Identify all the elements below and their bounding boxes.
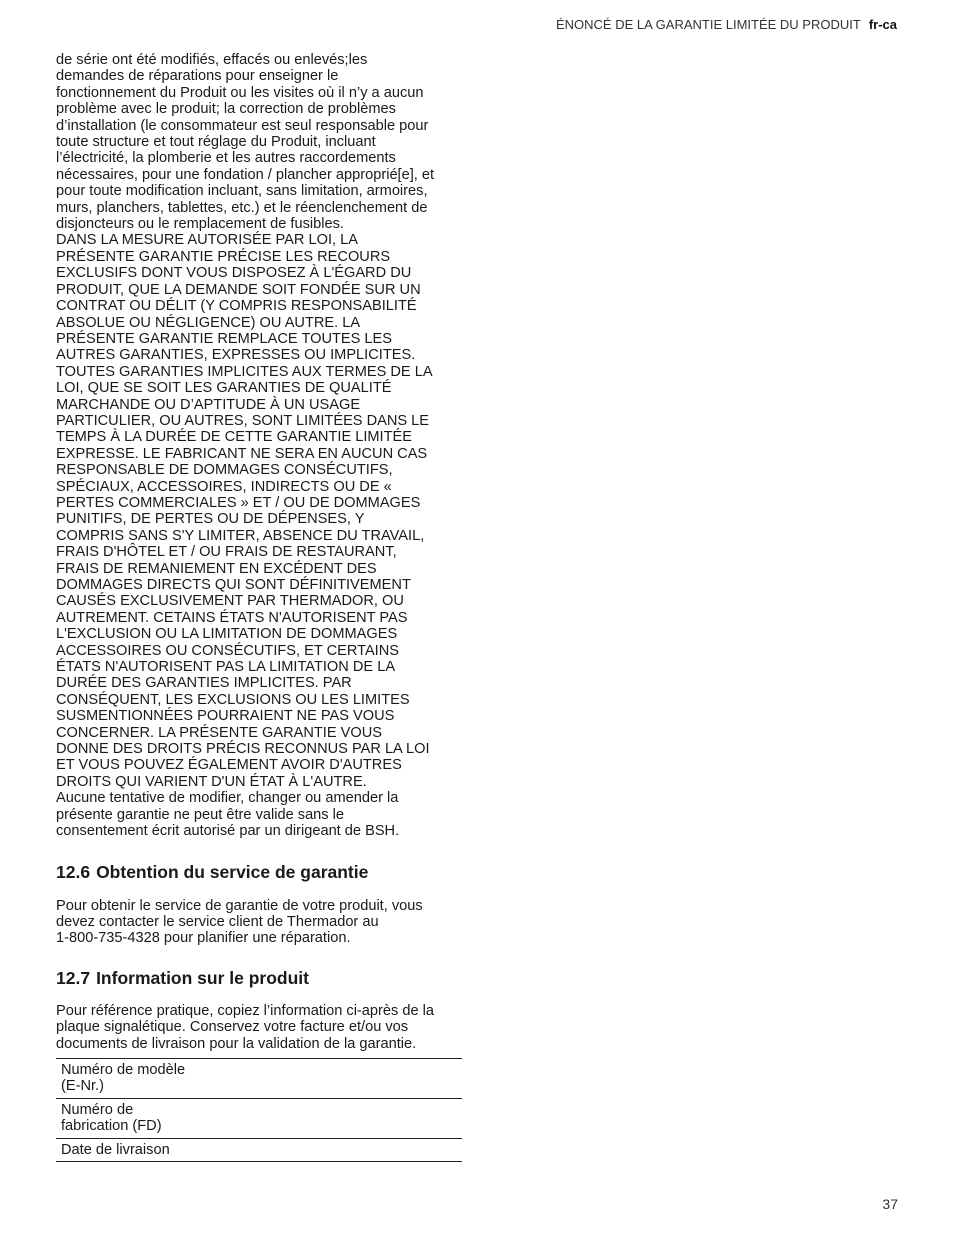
paragraph-amendment: Aucune tentative de modifier, changer ou amender la présente garantie ne peut être valide sans le consentement écrit autorisé par un dirigeant de BSH.	[56, 790, 400, 840]
section-heading-12-7	[56, 967, 466, 989]
paragraph-limitation-capitals: DANS LA MESURE AUTORISÉE PAR LOI, LA PRÉSENTE GARANTIE PRÉCISE LES RECOURS EXCLUSIFS DONT VOUS DISPOSEZ À L'ÉGARD DU PRODUIT, QUE LA DEMANDE SOIT FONDÉE SUR UN CONTRAT OU DÉLIT (Y COMPRIS RESPONSABILITÉ ABSOLUE OU NÉGLIGENCE) OU AUTRE. LA PRÉSENTE GARANTIE REMPLACE TOUTES LES AUTRES GARANTIES, EXPRESSES OU IMPLICITES. TOUTES GARANTIES IMPLICITES AUX TERMES DE LA LOI, QUE SE SOIT LES GARANTIES DE QUALITÉ MARCHANDE OU D’APTITUDE À UN USAGE PARTICULIER, OU AUTRES, SONT LIMITÉES DANS LE TEMPS À LA DURÉE DE CETTE GARANTIE LIMITÉE EXPRESSE. LE FABRICANT NE SERA EN AUCUN CAS RESPONSABLE DE DOMMAGES CONSÉCUTIFS, SPÉCIAUX, ACCESSOIRES, INDIRECTS OU DE « PERTES COMMERCIALES » ET / OU DE DOMMAGES PUNITIFS, DE PERTES OU DE DÉPENSES, Y COMPRIS SANS S'Y LIMITER, ABSENCE DU TRAVAIL, FRAIS D'HÔTEL ET / OU FRAIS DE RESTAURANT, FRAIS DE REMANIEMENT EN EXCÉDENT DES DOMMAGES DIRECTS QUI SONT DÉFINITIVEMENT CAUSÉS EXCLUSIVEMENT PAR THERMADOR, OU AUTREMENT. CETAINS ÉTATS N'AUTORISENT PAS L'EXCLUSION OU LA LIMITATION DE DOMMAGES ACCESSOIRES OU CONSÉCUTIFS, ET CERTAINS ÉTATS N'AUTORISENT PAS LA LIMITATION DE LA DURÉE DES GARANTIES IMPLICITES. PAR CONSÉQUENT, LES EXCLUSIONS OU LES LIMITES SUSMENTIONNÉES POURRAIENT NE PAS VOUS CONCERNER. LA PRÉSENTE GARANTIE VOUS DONNE DES DROITS PRÉCIS RECONNUS PAR LA LOI ET VOUS POUVEZ ÉGALEMENT AVOIR D'AUTRES DROITS QUI VARIENT D'UN ÉTAT À L'AUTRE.	[56, 232, 433, 790]
table-cell-label: Date de livraison	[56, 1138, 213, 1161]
section-number: 12.6	[56, 861, 91, 882]
table-cell-label: Numéro de fabrication (FD)	[56, 1098, 213, 1138]
header-title: ÉNONCÉ DE LA GARANTIE LIMITÉE DU PRODUIT	[555, 17, 861, 32]
table-row	[56, 1138, 462, 1161]
table-cell-value	[213, 1138, 462, 1161]
product-info-table	[56, 1058, 462, 1162]
table-cell-value	[213, 1058, 462, 1098]
main-column	[56, 52, 466, 1162]
paragraph-exclusions: de série ont été modifiés, effacés ou enlevés;les demandes de réparations pour enseigner le fonctionnement du Produit ou les visites où il n’y a aucun problème avec le produit; la correction de problèmes d’installation (le consommateur est seul responsable pour toute structure et tout réglage du Produit, incluant l’électricité, la plomberie et les autres raccordements nécessaires, pour une fondation / plancher approprié[e], et pour toute modification incluant, sans limitation, armoires, murs, planchers, tablettes, etc.) et le réenclenchement de disjoncteurs ou le remplacement de fusibles.	[56, 52, 435, 233]
paragraph-service-contact: Pour obtenir le service de garantie de votre produit, vous devez contacter le service client de Thermador au 1-800-735-4328 pour planifier une réparation.	[56, 897, 423, 947]
section-number: 12.7	[56, 967, 91, 988]
page-header	[556, 17, 897, 32]
table-row	[56, 1058, 462, 1098]
section-title: Obtention du service de garantie	[96, 861, 369, 882]
page-number: 37	[882, 1196, 898, 1212]
section-heading-12-6	[56, 861, 466, 883]
paragraph-product-info: Pour référence pratique, copiez l’information ci-après de la plaque signalétique. Conservez votre facture et/ou vos documents de livraison pour la validation de la garantie.	[56, 1002, 435, 1052]
table-row	[56, 1098, 462, 1138]
language-code: fr-ca	[868, 17, 897, 32]
section-title: Information sur le produit	[96, 967, 309, 988]
table-cell-label: Numéro de modèle (E-Nr.)	[56, 1058, 213, 1098]
table-cell-value	[213, 1098, 462, 1138]
